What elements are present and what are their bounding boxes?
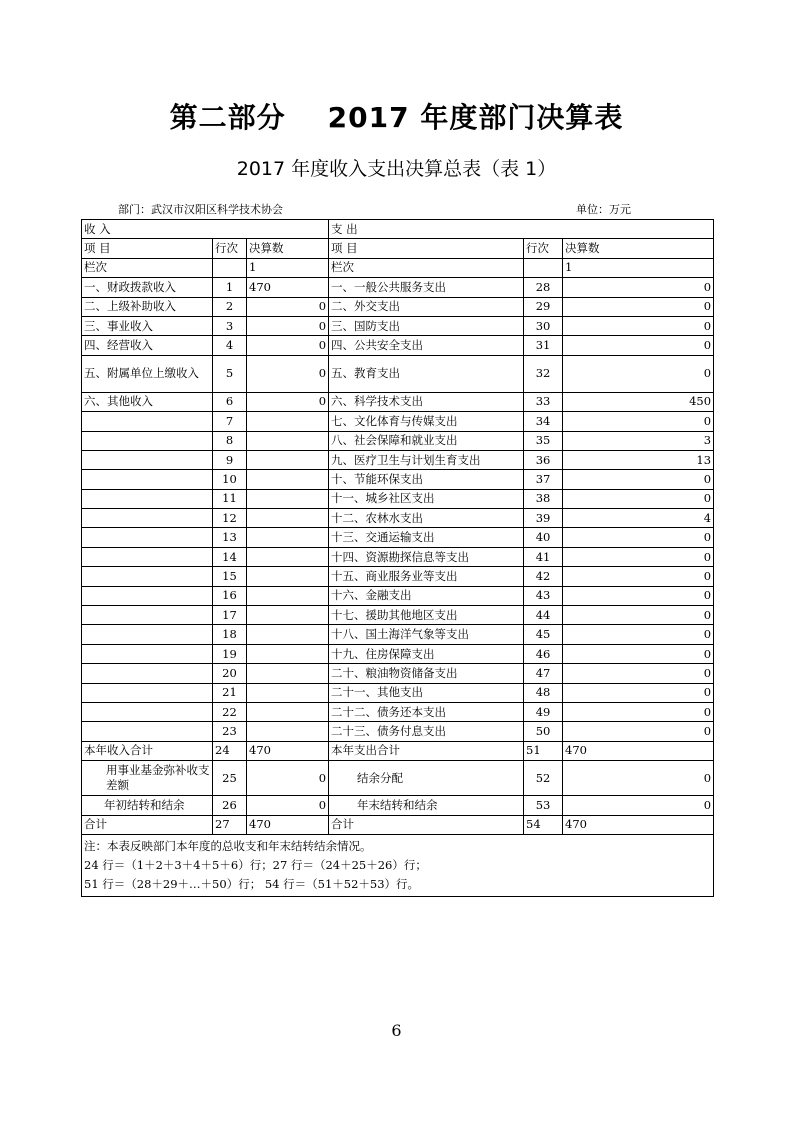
income-amount bbox=[247, 489, 329, 508]
expense-amount: 0 bbox=[563, 316, 714, 335]
sum-label-expense: 合计 bbox=[329, 815, 524, 834]
income-amount: 470 bbox=[247, 278, 329, 297]
income-item-label bbox=[82, 683, 213, 702]
grand-total-row bbox=[82, 815, 714, 834]
income-row-number: 12 bbox=[213, 509, 247, 528]
expense-amount: 0 bbox=[563, 489, 714, 508]
note-line: 51 行＝（28＋29＋…＋50）行； 54 行＝（51＋52＋53）行。 bbox=[84, 876, 420, 891]
surplus-row-num: 52 bbox=[524, 761, 563, 796]
unit-label: 单位：万元 bbox=[576, 203, 631, 216]
income-amount bbox=[247, 450, 329, 469]
expense-row-number: 36 bbox=[524, 450, 563, 469]
expense-row-number: 48 bbox=[524, 683, 563, 702]
expense-row-number: 47 bbox=[524, 664, 563, 683]
expense-amount: 0 bbox=[563, 702, 714, 721]
income-row-number: 22 bbox=[213, 702, 247, 721]
expense-row-number: 46 bbox=[524, 644, 563, 663]
expense-row-number: 49 bbox=[524, 702, 563, 721]
table-row bbox=[82, 489, 714, 508]
reserve-row bbox=[82, 761, 714, 796]
income-row-number: 9 bbox=[213, 450, 247, 469]
expense-row-number: 31 bbox=[524, 336, 563, 355]
end-label: 年末结转和结余 bbox=[329, 796, 524, 815]
income-amount bbox=[247, 586, 329, 605]
income-row-number: 20 bbox=[213, 664, 247, 683]
expense-amount: 0 bbox=[563, 412, 714, 431]
income-row-number: 4 bbox=[213, 336, 247, 355]
begin-label: 年初结转和结余 bbox=[82, 796, 213, 815]
table-row bbox=[82, 297, 714, 316]
lanci-label-income: 栏次 bbox=[82, 258, 213, 277]
income-row-number: 1 bbox=[213, 278, 247, 297]
expense-amount: 0 bbox=[563, 355, 714, 392]
sum-row-income: 27 bbox=[213, 815, 247, 834]
expense-row-number: 45 bbox=[524, 625, 563, 644]
reserve-row-num: 25 bbox=[213, 761, 247, 796]
income-amount bbox=[247, 625, 329, 644]
expense-row-number: 34 bbox=[524, 412, 563, 431]
expense-item-label: 八、社会保障和就业支出 bbox=[329, 431, 524, 450]
income-amount bbox=[247, 412, 329, 431]
expense-item-label: 二十二、债务还本支出 bbox=[329, 702, 524, 721]
income-item-label bbox=[82, 644, 213, 663]
expense-row-number: 39 bbox=[524, 509, 563, 528]
page-number: 6 bbox=[391, 1021, 402, 1040]
expense-item-label: 二十一、其他支出 bbox=[329, 683, 524, 702]
income-amount bbox=[247, 683, 329, 702]
title-part: 第二部分 bbox=[169, 101, 286, 134]
expense-amount: 4 bbox=[563, 509, 714, 528]
table-row bbox=[82, 722, 714, 741]
income-total-amount: 470 bbox=[247, 741, 329, 760]
income-row-number: 23 bbox=[213, 722, 247, 741]
table-row bbox=[82, 450, 714, 469]
expense-item-label: 十四、资源勘探信息等支出 bbox=[329, 547, 524, 566]
lanci-value-income: 1 bbox=[247, 258, 329, 277]
begin-row-num: 26 bbox=[213, 796, 247, 815]
income-item-label bbox=[82, 586, 213, 605]
expense-amount: 13 bbox=[563, 450, 714, 469]
expense-total-label: 本年支出合计 bbox=[329, 741, 524, 760]
income-amount bbox=[247, 528, 329, 547]
income-amount bbox=[247, 567, 329, 586]
sum-amount-income: 470 bbox=[247, 815, 329, 834]
income-amount: 0 bbox=[247, 316, 329, 335]
col-item-income: 项 目 bbox=[82, 239, 213, 258]
expense-amount: 0 bbox=[563, 664, 714, 683]
income-amount: 0 bbox=[247, 297, 329, 316]
income-row-number: 10 bbox=[213, 470, 247, 489]
table-row bbox=[82, 412, 714, 431]
department-label: 部门：武汉市汉阳区科学技术协会 bbox=[118, 203, 283, 216]
income-row-number: 18 bbox=[213, 625, 247, 644]
income-row-number: 21 bbox=[213, 683, 247, 702]
expense-amount: 0 bbox=[563, 722, 714, 741]
table-row bbox=[82, 644, 714, 663]
expense-row-number: 44 bbox=[524, 606, 563, 625]
expense-amount: 0 bbox=[563, 336, 714, 355]
income-item-label: 三、事业收入 bbox=[82, 316, 213, 335]
table-row bbox=[82, 528, 714, 547]
expense-item-label: 七、文化体育与传媒支出 bbox=[329, 412, 524, 431]
income-row-number: 17 bbox=[213, 606, 247, 625]
total-row bbox=[82, 741, 714, 760]
expense-item-label: 十九、住房保障支出 bbox=[329, 644, 524, 663]
expense-row-number: 42 bbox=[524, 567, 563, 586]
table-row bbox=[82, 683, 714, 702]
expense-amount: 450 bbox=[563, 392, 714, 411]
expense-item-label: 十五、商业服务业等支出 bbox=[329, 567, 524, 586]
expense-item-label: 十八、国土海洋气象等支出 bbox=[329, 625, 524, 644]
expense-row-number: 33 bbox=[524, 392, 563, 411]
lanci-value-expense: 1 bbox=[563, 258, 714, 277]
page-title bbox=[0, 96, 793, 136]
income-item-label: 五、附属单位上缴收入 bbox=[82, 355, 213, 392]
budget-table bbox=[81, 219, 714, 897]
expense-item-label: 六、科学技术支出 bbox=[329, 392, 524, 411]
income-amount bbox=[247, 470, 329, 489]
expense-row-number: 41 bbox=[524, 547, 563, 566]
income-total-row: 24 bbox=[213, 741, 247, 760]
income-item-label: 四、经营收入 bbox=[82, 336, 213, 355]
income-item-label: 六、其他收入 bbox=[82, 392, 213, 411]
expense-amount: 0 bbox=[563, 606, 714, 625]
expense-amount: 0 bbox=[563, 625, 714, 644]
section-header-row bbox=[82, 220, 714, 239]
expense-item-label: 二十三、债务付息支出 bbox=[329, 722, 524, 741]
carryover-row bbox=[82, 796, 714, 815]
income-item-label bbox=[82, 702, 213, 721]
expense-amount: 0 bbox=[563, 567, 714, 586]
income-row-number: 11 bbox=[213, 489, 247, 508]
expense-row-number: 37 bbox=[524, 470, 563, 489]
note-line: 24 行＝（1＋2＋3＋4＋5＋6）行；27 行＝（24＋25＋26）行； bbox=[84, 857, 427, 872]
expense-amount: 0 bbox=[563, 470, 714, 489]
expense-row-number: 32 bbox=[524, 355, 563, 392]
table-row bbox=[82, 606, 714, 625]
notes-cell bbox=[82, 834, 714, 896]
table-row bbox=[82, 431, 714, 450]
expense-item-label: 五、教育支出 bbox=[329, 355, 524, 392]
income-amount bbox=[247, 644, 329, 663]
income-item-label: 一、财政拨款收入 bbox=[82, 278, 213, 297]
expense-item-label: 二十、粮油物资储备支出 bbox=[329, 664, 524, 683]
income-amount: 0 bbox=[247, 355, 329, 392]
expense-row-number: 35 bbox=[524, 431, 563, 450]
income-amount bbox=[247, 722, 329, 741]
expense-row-number: 30 bbox=[524, 316, 563, 335]
expense-amount: 0 bbox=[563, 547, 714, 566]
col-amount-expense: 决算数 bbox=[563, 239, 714, 258]
expense-amount: 0 bbox=[563, 528, 714, 547]
table-row bbox=[82, 702, 714, 721]
income-row-number: 13 bbox=[213, 528, 247, 547]
expense-item-label: 十、节能环保支出 bbox=[329, 470, 524, 489]
expense-row-number: 43 bbox=[524, 586, 563, 605]
income-amount: 0 bbox=[247, 336, 329, 355]
income-total-label: 本年收入合计 bbox=[82, 741, 213, 760]
income-header: 收 入 bbox=[82, 220, 329, 239]
surplus-label: 结余分配 bbox=[329, 761, 524, 796]
expense-row-number: 40 bbox=[524, 528, 563, 547]
income-item-label bbox=[82, 606, 213, 625]
income-item-label bbox=[82, 431, 213, 450]
col-row-income: 行次 bbox=[213, 239, 247, 258]
expense-item-label: 三、国防支出 bbox=[329, 316, 524, 335]
end-row-num: 53 bbox=[524, 796, 563, 815]
income-item-label: 二、上级补助收入 bbox=[82, 297, 213, 316]
income-row-number: 5 bbox=[213, 355, 247, 392]
table-row bbox=[82, 625, 714, 644]
income-row-number: 14 bbox=[213, 547, 247, 566]
expense-amount: 0 bbox=[563, 683, 714, 702]
surplus-amount: 0 bbox=[563, 761, 714, 796]
expense-amount: 0 bbox=[563, 586, 714, 605]
expense-total-amount: 470 bbox=[563, 741, 714, 760]
expense-item-label: 十一、城乡社区支出 bbox=[329, 489, 524, 508]
lanci-row bbox=[82, 258, 714, 277]
income-item-label bbox=[82, 625, 213, 644]
income-amount: 0 bbox=[247, 392, 329, 411]
income-item-label bbox=[82, 547, 213, 566]
income-item-label bbox=[82, 509, 213, 528]
expense-total-row: 51 bbox=[524, 741, 563, 760]
table-row bbox=[82, 586, 714, 605]
expense-row-number: 50 bbox=[524, 722, 563, 741]
reserve-amount: 0 bbox=[247, 761, 329, 796]
income-amount bbox=[247, 606, 329, 625]
table-subtitle: 2017 年度收入支出决算总表（表 1） bbox=[236, 158, 557, 180]
table-row bbox=[82, 336, 714, 355]
income-item-label bbox=[82, 722, 213, 741]
expense-item-label: 九、医疗卫生与计划生育支出 bbox=[329, 450, 524, 469]
table-row bbox=[82, 664, 714, 683]
table-row bbox=[82, 355, 714, 392]
column-header-row bbox=[82, 239, 714, 258]
col-amount-income: 决算数 bbox=[247, 239, 329, 258]
expense-amount: 0 bbox=[563, 297, 714, 316]
income-row-number: 6 bbox=[213, 392, 247, 411]
lanci-label-expense: 栏次 bbox=[329, 258, 524, 277]
table-row bbox=[82, 509, 714, 528]
end-amount: 0 bbox=[563, 796, 714, 815]
expense-item-label: 四、公共安全支出 bbox=[329, 336, 524, 355]
income-row-number: 19 bbox=[213, 644, 247, 663]
expense-row-number: 38 bbox=[524, 489, 563, 508]
sum-amount-expense: 470 bbox=[563, 815, 714, 834]
income-row-number: 7 bbox=[213, 412, 247, 431]
income-row-number: 15 bbox=[213, 567, 247, 586]
table-row bbox=[82, 392, 714, 411]
income-item-label bbox=[82, 412, 213, 431]
income-row-number: 8 bbox=[213, 431, 247, 450]
expense-item-label: 十三、交通运输支出 bbox=[329, 528, 524, 547]
expense-header: 支 出 bbox=[329, 220, 714, 239]
table-row bbox=[82, 278, 714, 297]
title-main: 2017 年度部门决算表 bbox=[327, 101, 624, 134]
expense-item-label: 一、一般公共服务支出 bbox=[329, 278, 524, 297]
income-amount bbox=[247, 702, 329, 721]
income-row-number: 2 bbox=[213, 297, 247, 316]
income-amount bbox=[247, 431, 329, 450]
table-row bbox=[82, 567, 714, 586]
income-item-label bbox=[82, 489, 213, 508]
income-amount bbox=[247, 547, 329, 566]
expense-amount: 0 bbox=[563, 278, 714, 297]
income-amount bbox=[247, 509, 329, 528]
income-item-label bbox=[82, 470, 213, 489]
expense-item-label: 十二、农林水支出 bbox=[329, 509, 524, 528]
income-row-number: 3 bbox=[213, 316, 247, 335]
income-item-label bbox=[82, 664, 213, 683]
expense-row-number: 29 bbox=[524, 297, 563, 316]
table-row bbox=[82, 470, 714, 489]
expense-item-label: 十七、援助其他地区支出 bbox=[329, 606, 524, 625]
expense-item-label: 二、外交支出 bbox=[329, 297, 524, 316]
expense-row-number: 28 bbox=[524, 278, 563, 297]
col-item-expense: 项 目 bbox=[329, 239, 524, 258]
sum-row-expense: 54 bbox=[524, 815, 563, 834]
table-row bbox=[82, 547, 714, 566]
notes-row bbox=[82, 834, 714, 896]
income-amount bbox=[247, 664, 329, 683]
expense-amount: 3 bbox=[563, 431, 714, 450]
expense-amount: 0 bbox=[563, 644, 714, 663]
begin-amount: 0 bbox=[247, 796, 329, 815]
reserve-label: 用事业基金弥补收支差额 bbox=[82, 761, 213, 796]
income-item-label bbox=[82, 450, 213, 469]
sum-label-income: 合计 bbox=[82, 815, 213, 834]
note-line: 注：本表反映部门本年度的总收支和年末结转结余情况。 bbox=[84, 838, 372, 853]
expense-item-label: 十六、金融支出 bbox=[329, 586, 524, 605]
col-row-expense: 行次 bbox=[524, 239, 563, 258]
income-row-number: 16 bbox=[213, 586, 247, 605]
income-item-label bbox=[82, 567, 213, 586]
income-item-label bbox=[82, 528, 213, 547]
table-row bbox=[82, 316, 714, 335]
